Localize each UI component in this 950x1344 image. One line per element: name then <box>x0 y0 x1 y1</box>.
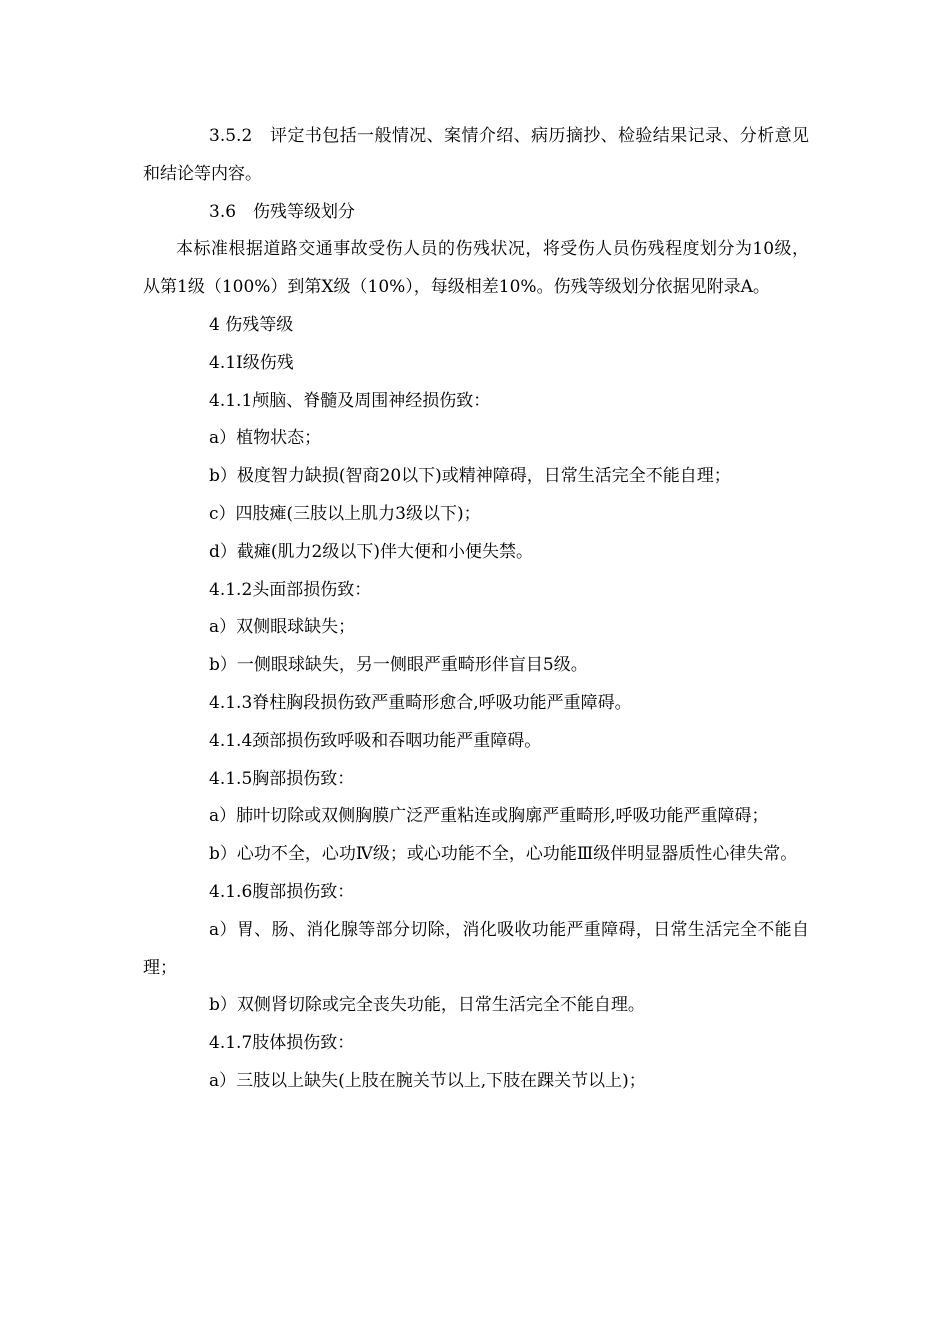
heading-4-1-1: 4.1.1颅脑、脊髓及周围神经损伤致： <box>209 390 491 411</box>
heading-4-1-7: 4.1.7肢体损伤致： <box>209 1033 355 1054</box>
list-item-4-1-2-a: a）双侧眼球缺失； <box>209 617 356 638</box>
item-4-1-4: 4.1.4颈部损伤致呼吸和吞咽功能严重障碍。 <box>209 730 542 751</box>
list-item-4-1-5-b: b）心功不全，心功Ⅳ级；或心功能不全，心功能Ⅲ级伴明显器质性心律失常。 <box>209 844 798 865</box>
paragraph-grading-standard: 本标准根据道路交通事故受伤人员的伤残状况，将受伤人员伤残程度划分为10级，从第1级（100%）到第X级（10%），每级相差10%。伤残等级划分依据见附录A。 <box>143 239 809 298</box>
list-item-4-1-6-b: b）双侧肾切除或完全丧失功能，日常生活完全不能自理。 <box>209 995 645 1016</box>
heading-4-1-6: 4.1.6腹部损伤致： <box>209 881 355 902</box>
heading-4-1-2: 4.1.2头面部损伤致： <box>209 579 372 600</box>
list-item-4-1-1-a: a）植物状态； <box>209 428 322 449</box>
list-item-4-1-7-a: a）三肢以上缺失(上肢在腕关节以上,下肢在踝关节以上)； <box>209 1070 646 1091</box>
paragraph-3-5-2: 3.5.2 评定书包括一般情况、案情介绍、病历摘抄、检验结果记录、分析意见和结论等内容。 <box>143 126 809 184</box>
heading-4: 4 伤残等级 <box>209 314 294 335</box>
list-item-4-1-5-a: a）肺叶切除或双侧胸膜广泛严重粘连或胸廓严重畸形,呼吸功能严重障碍； <box>209 806 769 827</box>
heading-4-1-5: 4.1.5胸部损伤致： <box>209 768 355 789</box>
heading-4-1: 4.1Ⅰ级伤残 <box>209 352 294 373</box>
list-item-4-1-1-d: d）截瘫(肌力2级以下)伴大便和小便失禁。 <box>209 541 533 562</box>
list-item-4-1-2-b: b）一侧眼球缺失，另一侧眼严重畸形伴盲目5级。 <box>209 655 588 676</box>
document-body <box>143 118 809 1101</box>
list-item-4-1-1-c: c）四肢瘫(三肢以上肌力3级以下)； <box>209 503 481 524</box>
item-4-1-3: 4.1.3脊柱胸段损伤致严重畸形愈合,呼吸功能严重障碍。 <box>209 692 632 713</box>
list-item-4-1-6-a: a）胃、肠、消化腺等部分切除，消化吸收功能严重障碍，日常生活完全不能自理； <box>143 919 809 978</box>
list-item-4-1-1-b: b）极度智力缺损(智商20以下)或精神障碍，日常生活完全不能自理； <box>209 466 731 487</box>
heading-3-6: 3.6 伤残等级划分 <box>209 201 356 222</box>
